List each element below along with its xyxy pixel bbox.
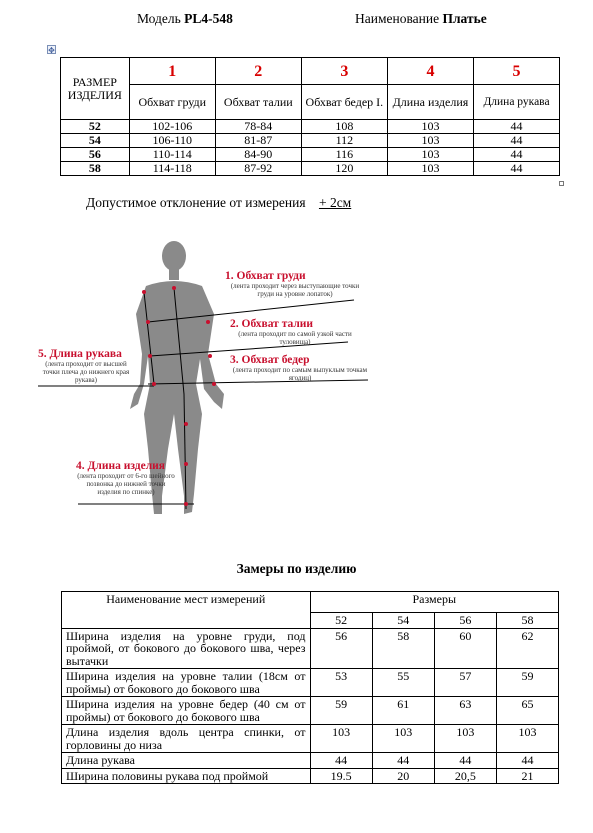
size-table (60, 57, 560, 176)
callout-hips: 3. Обхват бедер (лента проходит по самым выпуклым точкам ягодиц) (230, 354, 368, 382)
column-number: 2 (215, 58, 301, 85)
model-value: PL4-548 (184, 11, 233, 26)
size-header: 56 (434, 613, 496, 629)
callout-length: 4. Длина изделия (лента проходит от 6-го шейного позвонка до нижней точки изделия по спинке) (76, 460, 175, 496)
table-row: Ширина изделия на уровне талии (18см от проймы) от бокового до бокового шва 53 55 57 59 (62, 669, 559, 697)
column-number: 1 (129, 58, 215, 85)
size-header: 54 (372, 613, 434, 629)
measurements-table (61, 591, 559, 784)
header-description: Наименование мест измерений (62, 592, 311, 629)
header-sizes: Размеры (310, 592, 559, 613)
table-row: 56 110-114 84-90 116 103 44 (61, 148, 560, 162)
table-move-handle-icon[interactable]: ✥ (48, 46, 55, 55)
size-column-header: РАЗМЕР ИЗДЕЛИЯ (61, 58, 130, 120)
measurement-figure (38, 234, 398, 534)
callout-chest: 1. Обхват груди (лента проходит через выступающие точки груди на уровне лопаток) (225, 270, 360, 298)
table-row: Длина изделия вдоль центра спинки, от горловины до низа 103 103 103 103 (62, 725, 559, 753)
table-row: Ширина половины рукава под проймой 19.5 20 20,5 21 (62, 768, 559, 784)
size-header: 52 (310, 613, 372, 629)
tolerance-value: + 2см (318, 195, 352, 210)
column-number: 4 (387, 58, 473, 85)
column-label: Обхват талии (215, 85, 301, 120)
column-number: 5 (474, 58, 560, 85)
callout-waist: 2. Обхват талии (лента проходит по самой узкой части туловища) (230, 318, 352, 346)
table-row: Длина рукава 44 44 44 44 (62, 753, 559, 769)
table-resize-handle[interactable] (559, 181, 564, 186)
product-name-value: Платье (442, 11, 487, 26)
table-row: 58 114-118 87-92 120 103 44 (61, 162, 560, 176)
table-row: Ширина изделия на уровне груди, под проймой, от бокового до бокового шва, через вытачки 56 58 60 62 (62, 628, 559, 669)
measurements-title: Замеры по изделию (236, 561, 357, 576)
model-heading: Модель PL4-548 (137, 11, 233, 26)
callout-sleeve: 5. Длина рукава (лента проходит от высшей точки плеча до нижнего края рукава) (38, 348, 130, 384)
table-row: 52 102-106 78-84 108 103 44 (61, 120, 560, 134)
column-number: 3 (301, 58, 387, 85)
tolerance-line: Допустимое отклонение от измерения + 2см (86, 195, 352, 210)
table-row: 54 106-110 81-87 112 103 44 (61, 134, 560, 148)
column-label: Длина рукава (474, 85, 560, 120)
column-label: Длина изделия (387, 85, 473, 120)
product-name-heading: Наименование Платье (355, 11, 487, 26)
table-row: Ширина изделия на уровне бедер (40 см от проймы) от бокового до бокового шва 59 61 63 65 (62, 697, 559, 725)
size-header: 58 (496, 613, 558, 629)
column-label: Обхват бедер I. (301, 85, 387, 120)
column-label: Обхват груди (129, 85, 215, 120)
